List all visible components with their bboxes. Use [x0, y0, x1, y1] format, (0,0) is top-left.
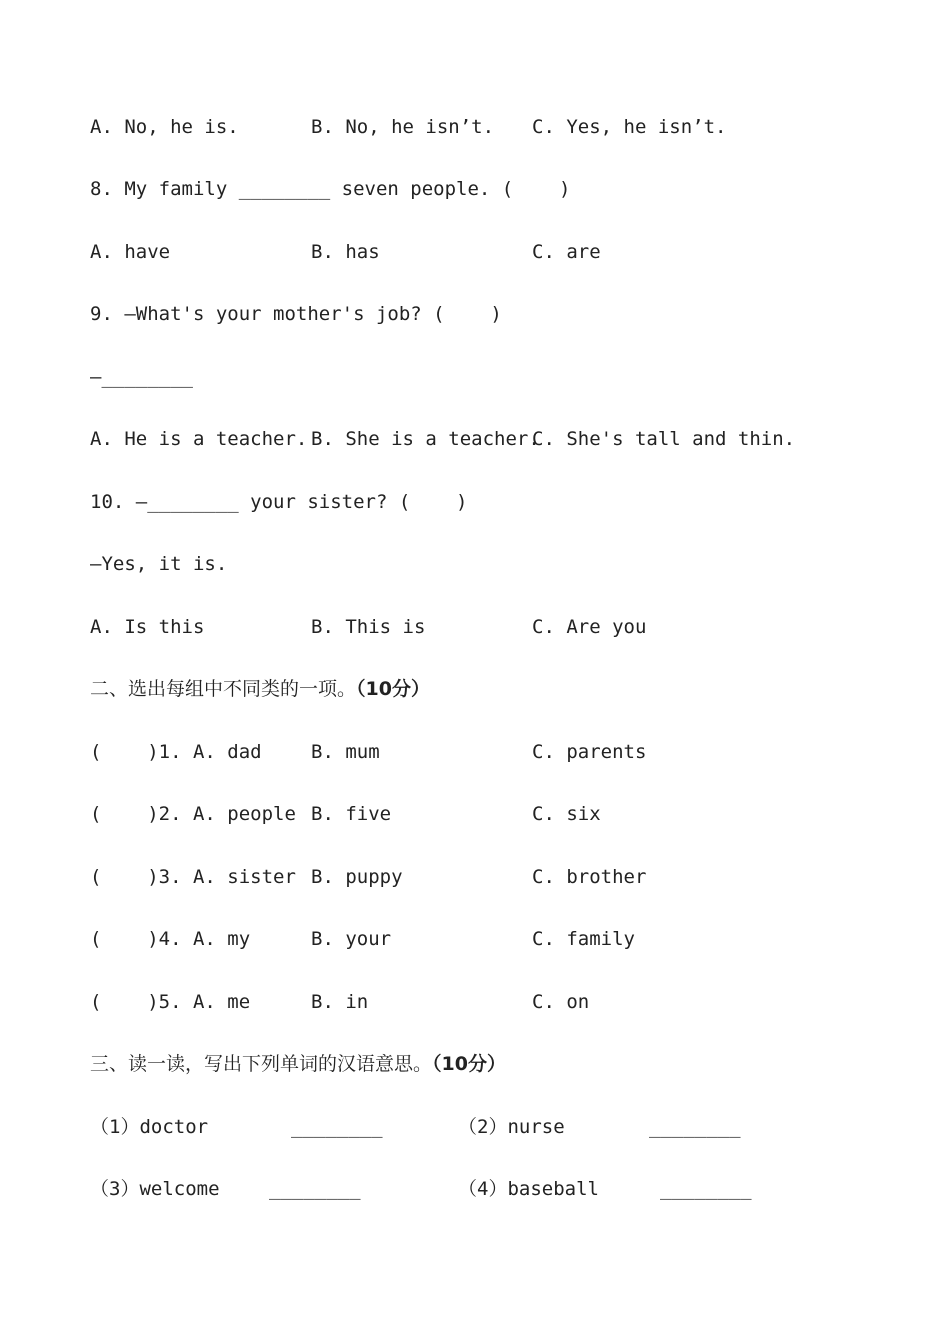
section2-item [90, 738, 647, 766]
word-blank: ________ [660, 1178, 752, 1200]
q9-stem: 9. —What's your mother's job? ( ) [90, 303, 502, 325]
section3-row [90, 1175, 752, 1203]
word-blank: ________ [269, 1178, 361, 1200]
q7-option-a: A. No, he is. [90, 116, 239, 138]
q9-option-c: C. She's tall and thin. [532, 428, 796, 450]
q8-option-a: A. have [90, 241, 171, 263]
section2-item-prefix: ( )5. A. me [90, 991, 251, 1013]
q7-option-c: C. Yes, he isn’t. [532, 116, 727, 138]
q8-options [90, 238, 601, 266]
q8-stem: 8. My family ________ seven people. ( ) [90, 178, 571, 200]
section2-item-c: C. parents [532, 741, 647, 763]
section3-row [90, 1113, 741, 1141]
q8-option-c: C. are [532, 241, 601, 263]
section2-heading [90, 675, 430, 703]
section2-item-prefix: ( )2. A. people [90, 803, 296, 825]
q9-option-a: A. He is a teacher. [90, 428, 308, 450]
section2-item-c: C. family [532, 928, 635, 950]
q10-option-b: B. This is [311, 616, 426, 638]
section2-item-c: C. on [532, 991, 590, 1013]
word-blank: ________ [649, 1116, 741, 1138]
word-label: （3）welcome [90, 1178, 220, 1200]
q9-option-b: B. She is a teacher. [311, 428, 540, 450]
q10-reply: —Yes, it is. [90, 553, 228, 575]
section2-item-b: B. mum [311, 741, 380, 763]
q10-options [90, 613, 647, 641]
section2-item [90, 863, 647, 891]
section2-score: （10分） [356, 678, 430, 700]
q9-options [90, 425, 796, 453]
section3-title: 三、读一读，写出下列单词的汉语意思。 [90, 1053, 433, 1075]
word-blank: ________ [291, 1116, 383, 1138]
section2-item [90, 925, 635, 953]
q8-option-b: B. has [311, 241, 380, 263]
word-label: （1）doctor [90, 1116, 209, 1138]
q10-stem: 10. —________ your sister? ( ) [90, 491, 468, 513]
section2-item-prefix: ( )4. A. my [90, 928, 251, 950]
word-label: （4）baseball [458, 1178, 599, 1200]
section2-item [90, 800, 601, 828]
section2-item-b: B. puppy [311, 866, 403, 888]
word-label: （2）nurse [458, 1116, 565, 1138]
q10-option-a: A. Is this [90, 616, 205, 638]
section2-item-c: C. brother [532, 866, 647, 888]
section2-item-prefix: ( )1. A. dad [90, 741, 262, 763]
section2-item-b: B. your [311, 928, 392, 950]
q10-option-c: C. Are you [532, 616, 647, 638]
section2-item-b: B. five [311, 803, 392, 825]
section2-item-b: B. in [311, 991, 369, 1013]
q7-options [90, 113, 727, 141]
section2-item [90, 988, 590, 1016]
q9-answer-blank: —________ [90, 366, 193, 388]
section3-heading [90, 1050, 506, 1078]
section2-title: 二、选出每组中不同类的一项。 [90, 678, 357, 700]
q7-option-b: B. No, he isn’t. [311, 116, 495, 138]
section2-item-c: C. six [532, 803, 601, 825]
section2-item-prefix: ( )3. A. sister [90, 866, 296, 888]
section3-score: （10分） [432, 1053, 506, 1075]
